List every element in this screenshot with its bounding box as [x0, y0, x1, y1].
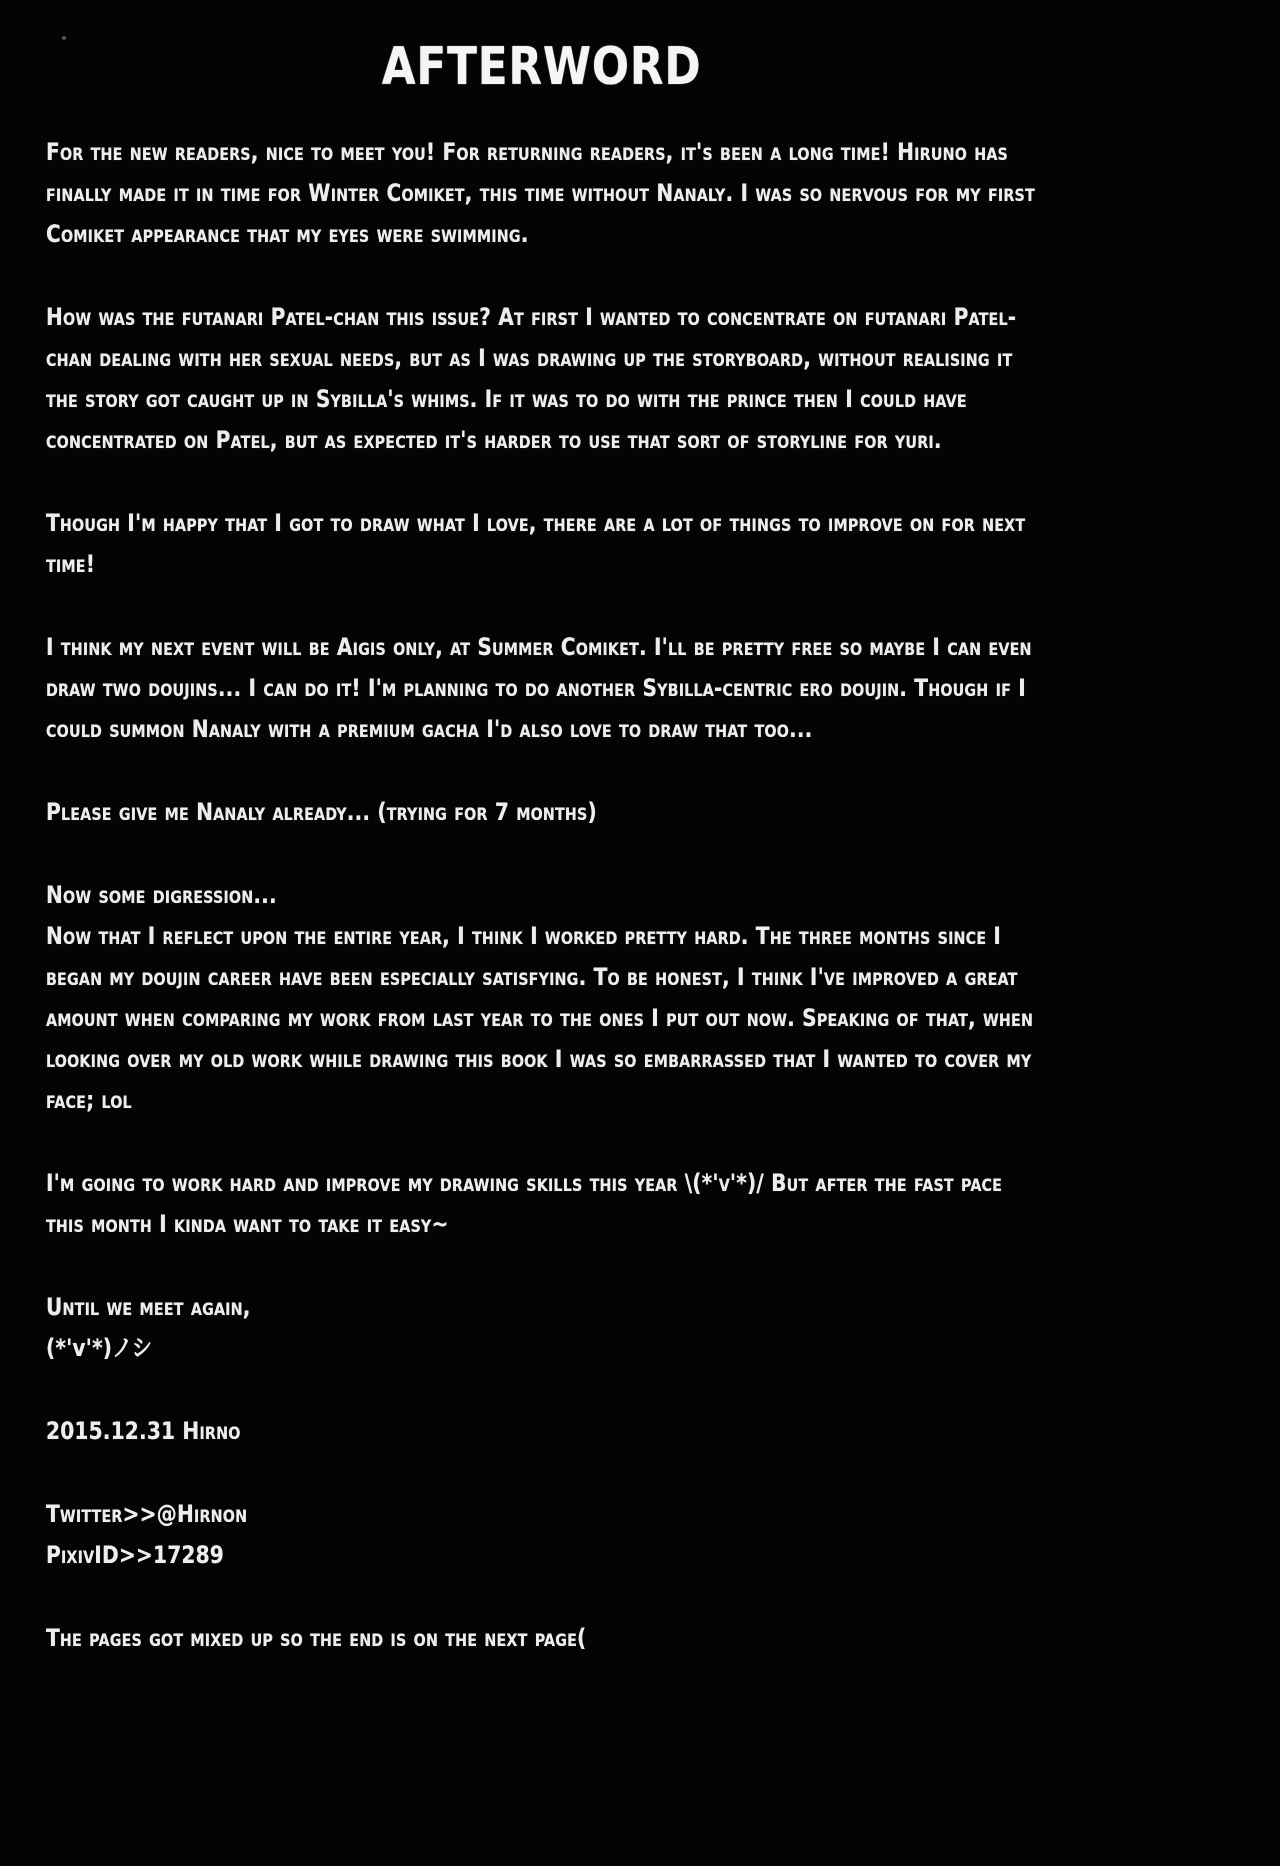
afterword-text-column	[46, 36, 1037, 1701]
signoff-emoticon: (*'v'*)ノシ	[46, 1334, 153, 1362]
paragraph-patel-chan: How was the futanari Patel-chan this issue? At first I wanted to concentrate on futanari Patel-chan dealing with her sexual needs, but as I was drawing up the storyboard, without realising it the story got caught up in Sybilla's whims. If it was to do with the prince then I could have concentrated on Patel, but as expected it's harder to use that sort of storyline for yuri.	[46, 303, 1017, 454]
paragraph-work-hard: I'm going to work hard and improve my drawing skills this year \(*'v'*)/ But after the fast pace this month I kinda want to take it easy~	[46, 1169, 1003, 1238]
paragraph-intro: For the new readers, nice to meet you! For returning readers, it's been a long time! Hiruno has finally made it in time for Winter Comiket, this time without Nanaly. I was so nervous for my first Comiket appearance that my eyes were swimming.	[46, 138, 1035, 248]
paragraph-next-event: I think my next event will be Aigis only, at Summer Comiket. I'll be pretty free so maybe I can even draw two doujins... I can do it! I'm planning to do another Sybilla-centric ero doujin. Though if I could summon Nanaly with a premium gacha I'd also love to draw that too...	[46, 633, 1032, 743]
footer-note: The pages got mixed up so the end is on the next page(	[46, 1624, 587, 1652]
pixiv-id: PixivID>>17289	[46, 1541, 224, 1569]
paragraph-nanaly-plea: Please give me Nanaly already... (trying for 7 months)	[46, 798, 597, 826]
paragraph-reflection: Though I'm happy that I got to draw what I love, there are a lot of things to improve on for next time!	[46, 509, 1026, 578]
digression-heading: Now some digression...	[46, 881, 277, 909]
page-title: AFTERWORD	[381, 37, 702, 97]
date-signature: 2015.12.31 Hirno	[46, 1417, 241, 1445]
twitter-handle: Twitter>>@Hirnon	[46, 1500, 248, 1528]
paragraph-digression: Now that I reflect upon the entire year, I think I worked pretty hard. The three months since I began my doujin career have been especially satisfying. To be honest, I think I've improved a great amount when comparing my work from last year to the ones I put out now. Speaking of that, when looking over my old work while drawing this book I was so embarrassed that I wanted to cover my face; lol	[46, 922, 1034, 1114]
signoff-line: Until we meet again,	[46, 1293, 251, 1321]
